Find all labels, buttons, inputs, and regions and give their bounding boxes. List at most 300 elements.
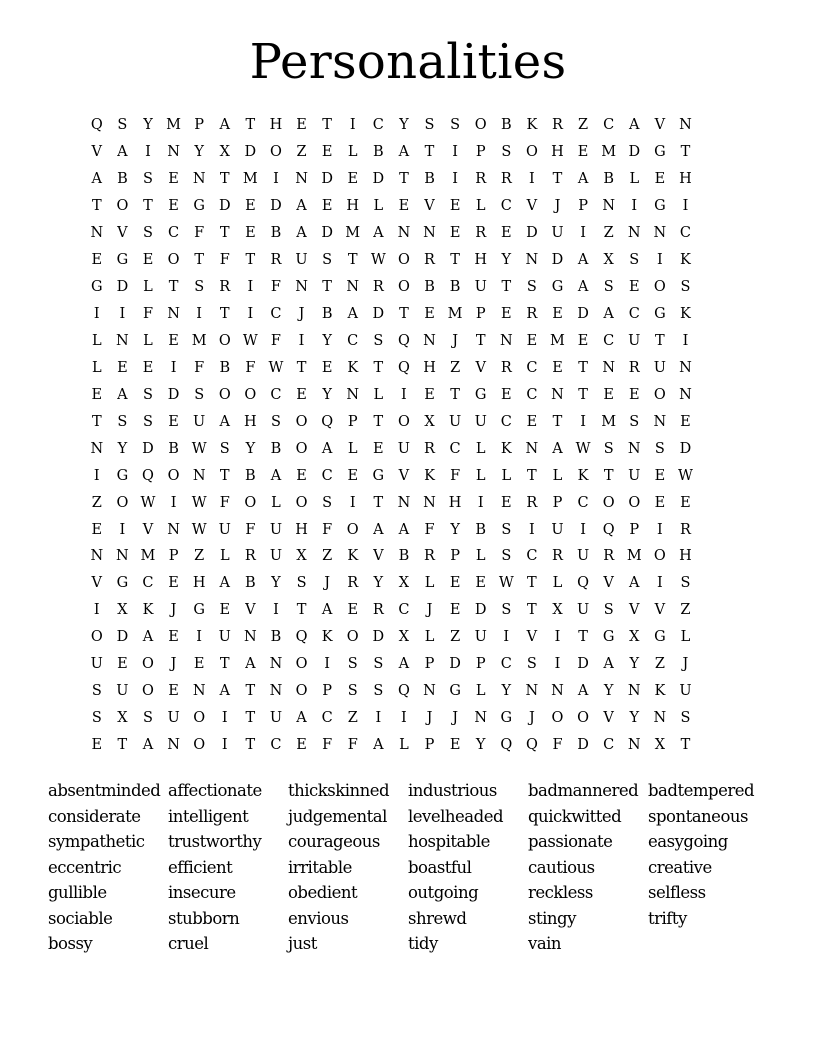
grid-letter: X: [654, 737, 666, 754]
grid-letter: S: [194, 279, 205, 296]
grid-letter: F: [552, 737, 563, 754]
grid-letter: W: [242, 332, 258, 349]
grid-letter: E: [91, 386, 103, 403]
grid-letter: L: [373, 386, 384, 403]
grid-row: [84, 381, 732, 408]
grid-letter: S: [603, 279, 614, 296]
grid-letter: I: [452, 171, 458, 188]
grid-letter: D: [167, 386, 180, 403]
grid-letter: R: [475, 171, 487, 188]
grid-letter: I: [170, 359, 177, 376]
grid-letter: K: [347, 548, 359, 565]
grid-letter: C: [449, 440, 461, 457]
grid-letter: N: [167, 144, 180, 161]
grid-letter: C: [270, 386, 282, 403]
grid-letter: S: [194, 386, 205, 403]
grid-letter: T: [194, 252, 204, 269]
grid-letter: O: [295, 413, 308, 430]
grid-letter: E: [526, 413, 538, 430]
word-list-item: obedient: [288, 883, 358, 903]
grid-letter: F: [322, 521, 333, 538]
grid-letter: E: [168, 575, 179, 592]
grid-letter: N: [499, 332, 513, 349]
grid-letter: X: [398, 629, 410, 646]
grid-letter: I: [554, 629, 561, 646]
grid-letter: U: [576, 602, 590, 619]
grid-letter: E: [168, 332, 179, 349]
grid-letter: O: [167, 252, 180, 269]
grid-letter: R: [679, 521, 691, 538]
grid-letter: Y: [629, 710, 640, 727]
grid-letter: T: [91, 198, 102, 215]
grid-letter: Y: [475, 737, 486, 754]
grid-letter: I: [221, 710, 228, 727]
grid-letter: O: [193, 737, 206, 754]
word-list-item: absentminded: [48, 781, 161, 801]
grid-letter: L: [424, 629, 435, 646]
grid-letter: E: [193, 656, 205, 673]
grid-letter: T: [552, 171, 563, 188]
grid-letter: I: [273, 171, 279, 188]
grid-letter: E: [373, 440, 384, 457]
grid-letter: C: [142, 575, 154, 592]
grid-letter: X: [629, 629, 640, 646]
grid-letter: V: [424, 198, 435, 215]
grid-letter: C: [500, 413, 512, 430]
word-list-item: shrewd: [408, 908, 467, 928]
grid-row: [84, 597, 732, 624]
grid-letter: R: [552, 548, 563, 565]
grid-letter: O: [270, 144, 282, 161]
grid-letter: E: [142, 359, 154, 376]
grid-row: [84, 139, 732, 166]
grid-letter: Z: [296, 144, 307, 161]
grid-letter: G: [654, 629, 666, 646]
word-list-item: considerate: [48, 806, 141, 826]
word-list-item: tidy: [408, 934, 438, 954]
grid-letter: T: [527, 575, 537, 592]
grid-letter: L: [475, 467, 486, 484]
grid-letter: D: [372, 171, 385, 188]
grid-letter: E: [321, 198, 333, 215]
grid-letter: U: [218, 521, 231, 538]
grid-letter: T: [578, 359, 588, 376]
grid-letter: K: [424, 467, 435, 484]
grid-letter: U: [269, 710, 283, 727]
grid-letter: A: [629, 575, 640, 592]
grid-row: [84, 354, 732, 381]
grid-letter: D: [474, 602, 487, 619]
grid-letter: S: [603, 440, 614, 457]
grid-letter: B: [168, 440, 179, 457]
grid-letter: T: [373, 359, 384, 376]
grid-letter: K: [347, 359, 359, 376]
grid-letter: A: [296, 710, 307, 727]
word-row: [48, 829, 788, 855]
grid-letter: F: [450, 467, 461, 484]
grid-letter: M: [140, 548, 156, 565]
grid-letter: E: [654, 467, 666, 484]
grid-letter: E: [449, 198, 461, 215]
grid-letter: A: [270, 467, 282, 484]
grid-letter: I: [529, 521, 535, 538]
grid-letter: J: [170, 602, 177, 619]
grid-letter: V: [475, 359, 486, 376]
grid-letter: V: [91, 575, 103, 592]
grid-letter: S: [143, 413, 153, 430]
grid-letter: C: [321, 710, 333, 727]
word-list-item: gullible: [48, 883, 107, 903]
grid-letter: A: [398, 656, 410, 673]
grid-letter: O: [295, 494, 308, 511]
grid-letter: D: [449, 656, 461, 673]
grid-letter: H: [192, 575, 206, 592]
grid-letter: L: [143, 332, 153, 349]
grid-letter: S: [450, 117, 461, 134]
grid-letter: S: [501, 144, 512, 161]
grid-letter: N: [653, 413, 667, 430]
grid-letter: Z: [680, 602, 691, 619]
grid-letter: A: [577, 683, 589, 700]
grid-letter: L: [143, 279, 153, 296]
grid-letter: X: [398, 575, 410, 592]
grid-letter: T: [347, 252, 358, 269]
grid-letter: N: [192, 171, 206, 188]
grid-letter: N: [627, 225, 641, 242]
grid-letter: A: [117, 386, 128, 403]
grid-letter: T: [296, 602, 307, 619]
grid-letter: C: [628, 306, 640, 323]
grid-letter: C: [679, 225, 691, 242]
grid-letter: U: [628, 467, 641, 484]
grid-letter: Y: [194, 144, 204, 161]
grid-letter: F: [347, 737, 358, 754]
grid-letter: N: [244, 629, 257, 646]
grid-row: [84, 274, 732, 301]
grid-letter: S: [629, 413, 640, 430]
grid-letter: B: [219, 359, 231, 376]
grid-letter: C: [168, 225, 180, 242]
grid-letter: O: [218, 332, 231, 349]
word-list-item: boastful: [408, 857, 472, 877]
grid-letter: J: [298, 306, 305, 323]
grid-letter: N: [551, 683, 564, 700]
grid-letter: I: [554, 656, 561, 673]
grid-letter: M: [345, 225, 361, 242]
grid-letter: K: [321, 629, 333, 646]
grid-letter: K: [577, 467, 589, 484]
grid-letter: Q: [321, 413, 334, 430]
grid-letter: S: [91, 683, 102, 700]
grid-letter: K: [680, 306, 691, 323]
grid-letter: R: [603, 548, 615, 565]
word-row: [48, 804, 788, 830]
grid-letter: S: [501, 602, 512, 619]
grid-letter: Q: [142, 467, 154, 484]
grid-letter: O: [295, 683, 308, 700]
grid-letter: T: [655, 332, 665, 349]
grid-letter: W: [191, 494, 207, 511]
grid-letter: V: [654, 117, 666, 134]
grid-letter: I: [93, 602, 100, 619]
grid-letter: E: [168, 629, 179, 646]
grid-letter: S: [680, 710, 691, 727]
grid-letter: L: [424, 575, 435, 592]
grid-letter: N: [346, 386, 360, 403]
grid-letter: E: [117, 656, 128, 673]
grid-letter: F: [270, 332, 281, 349]
grid-letter: W: [498, 575, 514, 592]
grid-letter: R: [500, 359, 512, 376]
grid-letter: L: [219, 548, 230, 565]
grid-letter: C: [526, 386, 538, 403]
grid-letter: Z: [347, 710, 358, 727]
word-list-item: passionate: [528, 832, 613, 852]
grid-letter: L: [552, 467, 563, 484]
grid-letter: Y: [501, 252, 512, 269]
grid-letter: E: [296, 117, 307, 134]
grid-row: [84, 624, 732, 651]
grid-letter: L: [373, 198, 384, 215]
grid-letter: H: [474, 252, 488, 269]
grid-letter: D: [218, 198, 231, 215]
grid-letter: G: [116, 252, 129, 269]
grid-letter: N: [90, 225, 104, 242]
grid-letter: N: [653, 710, 667, 727]
grid-letter: X: [424, 413, 435, 430]
grid-letter: F: [245, 359, 256, 376]
grid-letter: H: [679, 171, 692, 188]
grid-letter: S: [501, 521, 512, 538]
grid-letter: D: [116, 629, 129, 646]
grid-letter: D: [321, 225, 333, 242]
grid-letter: E: [654, 494, 666, 511]
grid-letter: A: [603, 306, 614, 323]
grid-letter: S: [143, 386, 153, 403]
grid-letter: T: [424, 144, 435, 161]
grid-letter: R: [424, 440, 435, 457]
grid-letter: O: [653, 548, 666, 565]
word-list-item: courageous: [288, 832, 380, 852]
grid-letter: T: [168, 279, 179, 296]
grid-letter: D: [270, 198, 282, 215]
grid-letter: A: [142, 737, 154, 754]
grid-letter: R: [424, 548, 435, 565]
grid-letter: M: [447, 306, 463, 323]
grid-letter: E: [449, 602, 461, 619]
word-list-item: stingy: [528, 908, 576, 928]
grid-letter: N: [116, 332, 129, 349]
grid-letter: G: [91, 279, 103, 296]
grid-letter: I: [656, 575, 663, 592]
grid-letter: Q: [397, 683, 410, 700]
grid-letter: S: [143, 710, 153, 727]
grid-letter: P: [629, 521, 640, 538]
grid-row: [84, 166, 732, 193]
grid-letter: N: [167, 521, 180, 538]
grid-letter: W: [678, 467, 693, 484]
grid-letter: L: [475, 548, 486, 565]
grid-letter: I: [247, 279, 254, 296]
grid-letter: C: [603, 332, 615, 349]
grid-letter: P: [578, 198, 588, 215]
grid-letter: N: [116, 548, 129, 565]
grid-letter: E: [347, 467, 359, 484]
grid-letter: I: [580, 413, 586, 430]
grid-letter: I: [529, 171, 535, 188]
grid-letter: P: [194, 117, 205, 134]
grid-letter: A: [629, 117, 640, 134]
grid-letter: W: [268, 359, 284, 376]
grid-letter: D: [244, 144, 257, 161]
word-row: [48, 778, 788, 804]
grid-letter: E: [245, 198, 256, 215]
word-list-item: industrious: [408, 781, 497, 801]
grid-letter: D: [551, 252, 564, 269]
grid-letter: E: [91, 521, 103, 538]
word-list-item: spontaneous: [648, 806, 748, 826]
grid-letter: G: [602, 629, 615, 646]
grid-letter: I: [93, 306, 100, 323]
grid-row: [84, 408, 732, 435]
grid-letter: S: [654, 440, 665, 457]
grid-letter: S: [373, 683, 384, 700]
word-list-item: efficient: [168, 857, 233, 877]
grid-letter: T: [245, 710, 256, 727]
grid-letter: C: [270, 306, 282, 323]
grid-letter: B: [424, 171, 435, 188]
grid-letter: E: [398, 198, 410, 215]
grid-row: [84, 462, 732, 489]
grid-letter: F: [194, 225, 205, 242]
grid-letter: W: [370, 252, 386, 269]
grid-letter: N: [653, 225, 667, 242]
grid-letter: E: [91, 737, 103, 754]
grid-letter: N: [423, 494, 436, 511]
grid-letter: X: [117, 602, 128, 619]
grid-letter: S: [526, 656, 537, 673]
word-list-item: badmannered: [528, 781, 639, 801]
grid-letter: I: [196, 306, 203, 323]
grid-letter: I: [93, 467, 100, 484]
grid-letter: V: [629, 602, 640, 619]
grid-letter: J: [452, 332, 459, 349]
grid-letter: O: [90, 629, 103, 646]
grid-letter: A: [577, 252, 589, 269]
grid-letter: O: [116, 494, 129, 511]
word-list-item: easygoing: [648, 832, 728, 852]
grid-letter: I: [119, 306, 126, 323]
grid-letter: T: [603, 467, 614, 484]
grid-letter: W: [140, 494, 156, 511]
grid-letter: S: [501, 548, 512, 565]
word-list-item: affectionate: [168, 781, 262, 801]
grid-letter: M: [191, 332, 207, 349]
grid-letter: V: [526, 198, 538, 215]
grid-letter: O: [474, 117, 487, 134]
grid-letter: L: [347, 440, 358, 457]
grid-letter: E: [628, 279, 640, 296]
grid-letter: G: [193, 602, 205, 619]
grid-letter: T: [450, 252, 460, 269]
grid-letter: V: [142, 521, 154, 538]
grid-letter: C: [270, 737, 282, 754]
grid-letter: O: [397, 413, 410, 430]
grid-letter: S: [373, 656, 384, 673]
grid-letter: F: [219, 494, 230, 511]
grid-letter: M: [550, 332, 565, 349]
word-list-item: hospitable: [408, 832, 490, 852]
grid-letter: U: [397, 440, 411, 457]
grid-letter: X: [219, 144, 230, 161]
grid-letter: G: [116, 575, 129, 592]
grid-letter: M: [166, 117, 181, 134]
grid-letter: Z: [450, 629, 461, 646]
grid-letter: A: [398, 521, 410, 538]
grid-letter: T: [245, 252, 256, 269]
grid-letter: L: [91, 332, 102, 349]
grid-letter: T: [219, 171, 230, 188]
word-list-item: levelheaded: [408, 806, 504, 826]
grid-letter: N: [627, 683, 641, 700]
grid-letter: E: [449, 575, 461, 592]
word-list-item: reckless: [528, 883, 593, 903]
grid-letter: O: [244, 494, 257, 511]
grid-letter: T: [527, 602, 537, 619]
grid-letter: U: [218, 629, 231, 646]
grid-letter: I: [682, 198, 689, 215]
grid-letter: S: [373, 332, 384, 349]
grid-letter: S: [424, 117, 435, 134]
grid-letter: S: [322, 252, 333, 269]
grid-letter: Z: [578, 117, 589, 134]
grid-letter: B: [449, 279, 461, 296]
grid-letter: N: [90, 548, 104, 565]
grid-letter: G: [474, 386, 487, 403]
grid-letter: E: [680, 494, 691, 511]
grid-letter: L: [271, 494, 281, 511]
grid-letter: E: [654, 171, 666, 188]
grid-letter: E: [168, 683, 179, 700]
grid-letter: C: [577, 494, 589, 511]
grid-letter: U: [474, 279, 487, 296]
grid-letter: E: [449, 225, 461, 242]
grid-letter: T: [143, 198, 153, 215]
grid-letter: S: [270, 413, 281, 430]
grid-letter: S: [117, 117, 128, 134]
grid-letter: T: [578, 386, 588, 403]
grid-letter: R: [244, 548, 256, 565]
grid-letter: E: [501, 494, 512, 511]
grid-letter: T: [219, 656, 230, 673]
grid-letter: K: [500, 440, 512, 457]
grid-letter: S: [117, 413, 128, 430]
grid-letter: U: [295, 252, 308, 269]
grid-letter: N: [679, 117, 692, 134]
grid-letter: E: [219, 602, 231, 619]
grid-letter: T: [680, 737, 691, 754]
grid-letter: P: [552, 494, 563, 511]
grid-letter: Z: [194, 548, 205, 565]
word-list-item: trifty: [648, 908, 687, 928]
grid-letter: I: [401, 386, 407, 403]
grid-letter: N: [90, 440, 104, 457]
grid-letter: N: [525, 252, 539, 269]
grid-letter: K: [654, 683, 666, 700]
grid-letter: G: [500, 710, 513, 727]
word-list-item: creative: [648, 857, 712, 877]
word-list-item: trustworthy: [168, 832, 262, 852]
